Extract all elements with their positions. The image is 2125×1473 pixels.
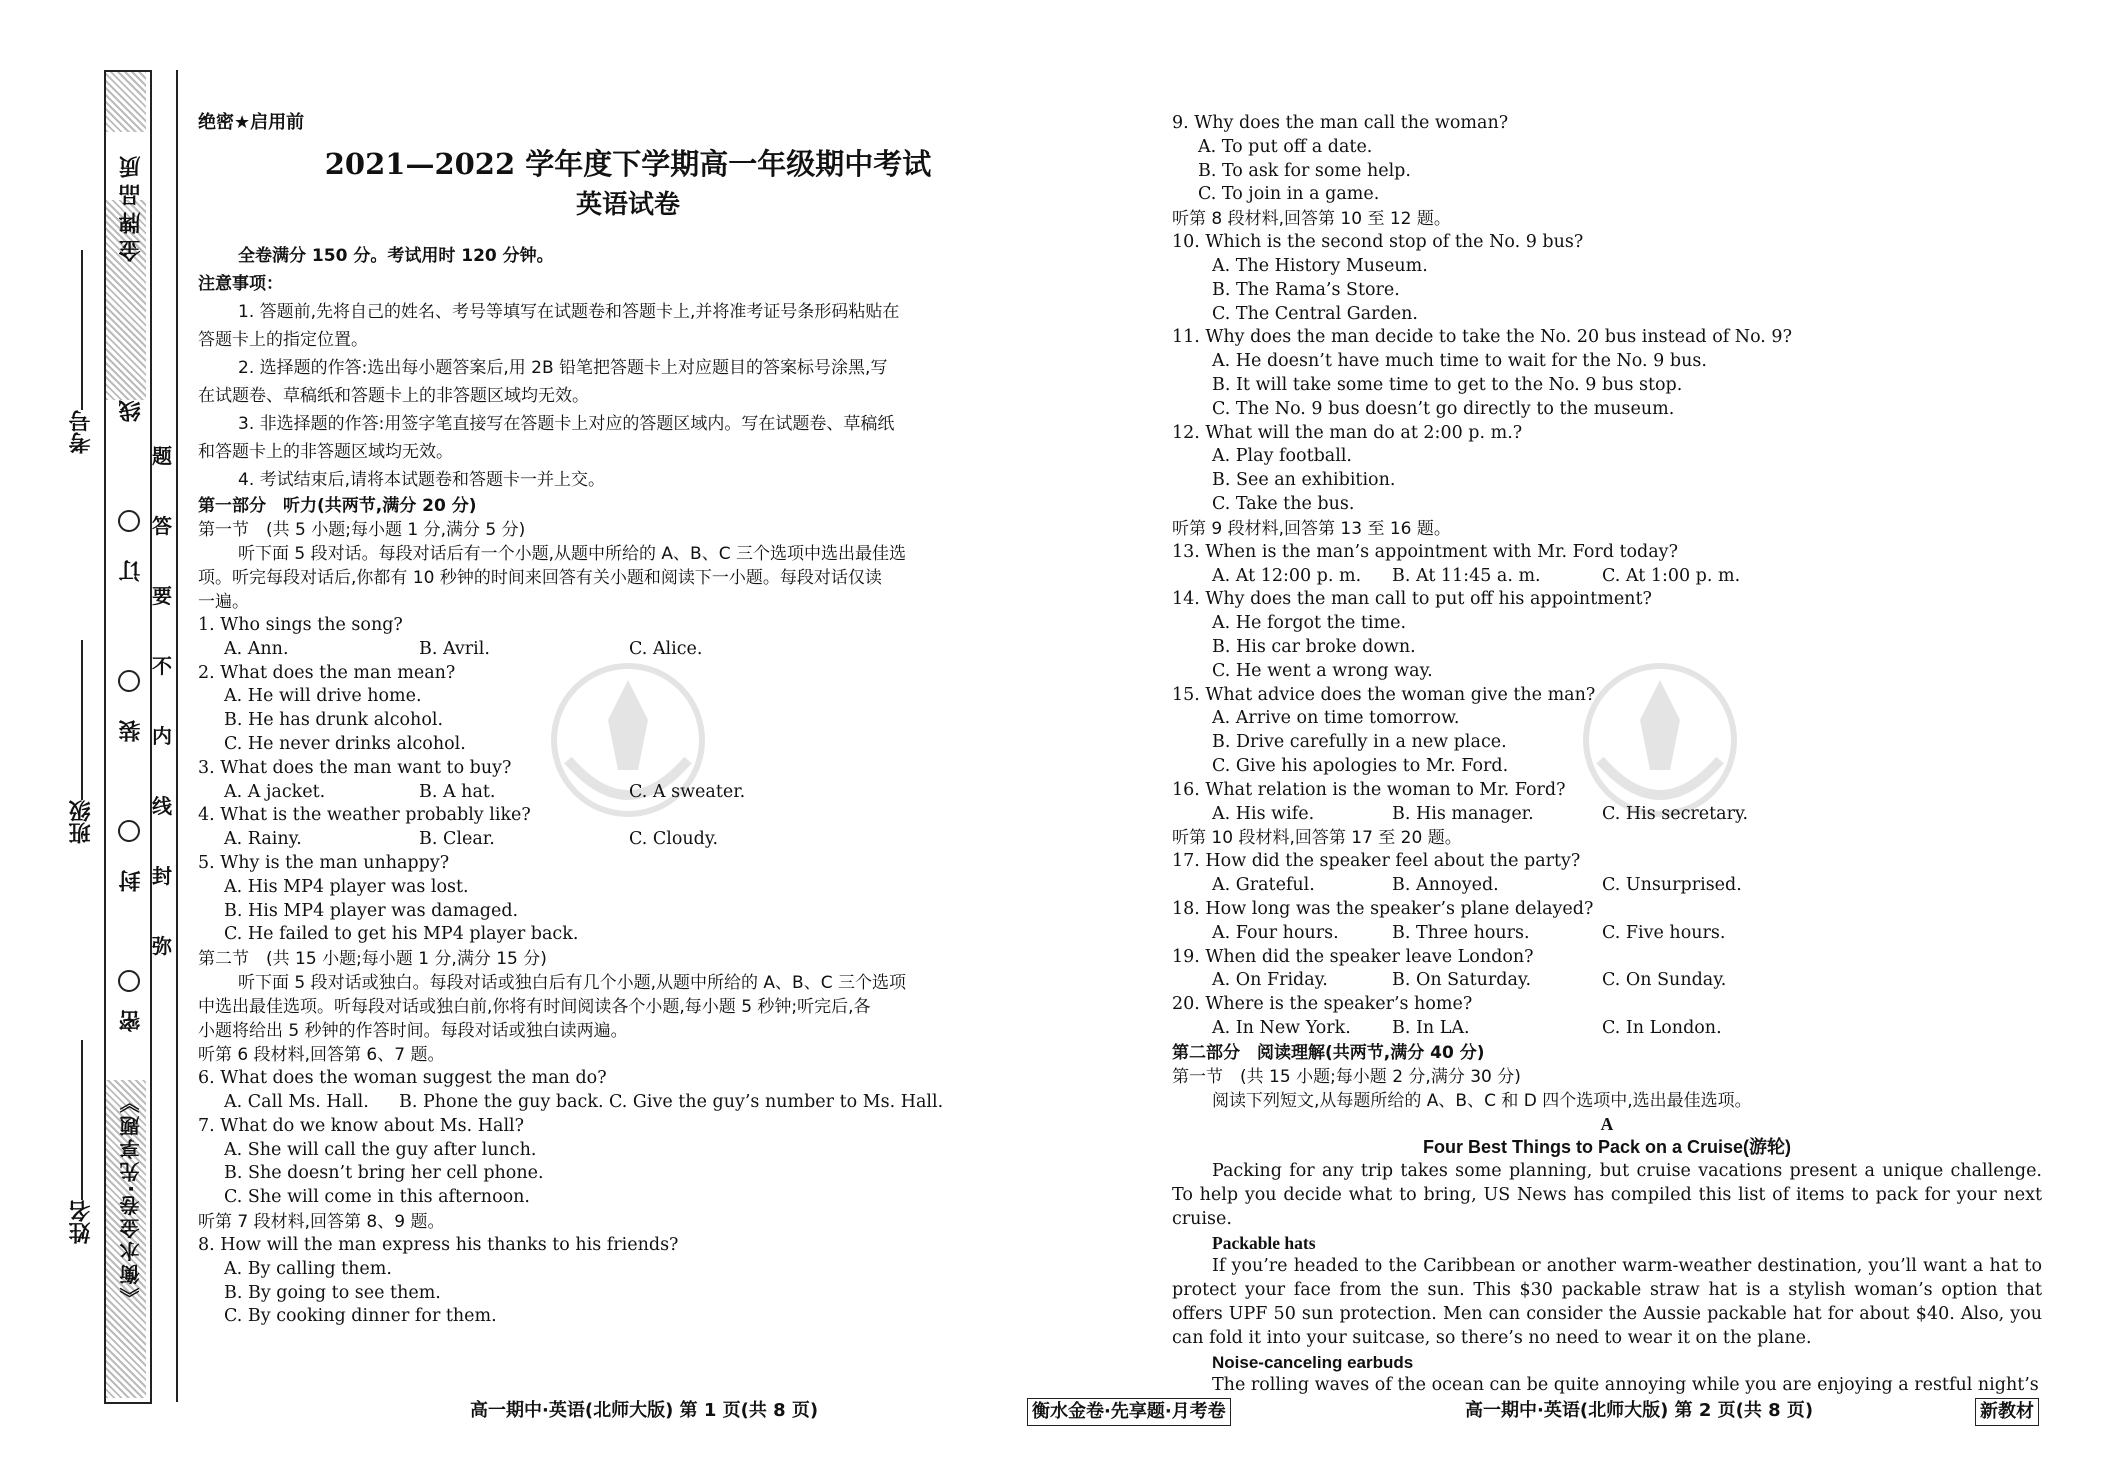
options-row [1172, 1017, 2042, 1041]
note-line: 2. 选择题的作答:选出每小题答案后,用 2B 铅笔把答题卡上对应题目的答案标号涂黑,写 [238, 358, 888, 378]
option: A. His wife. [1212, 803, 1315, 824]
options-row [198, 1091, 1058, 1115]
question: 17. How did the speaker feel about the party? [1172, 851, 1581, 872]
option: C. To join in a game. [1198, 184, 1380, 205]
option: C. On Sunday. [1602, 970, 1727, 991]
notice-char: 封 [152, 864, 172, 888]
option: B. He has drunk alcohol. [224, 710, 444, 731]
option: A. To put off a date. [1198, 136, 1373, 157]
option: B. Three hours. [1392, 922, 1530, 943]
section2-heading: 第二节 (共 15 小题;每小题 1 分,满分 15 分) [198, 949, 547, 970]
exam-no-field [66, 250, 97, 454]
name-label: 姓名 [69, 1200, 94, 1244]
question: 3. What does the man want to buy? [198, 757, 512, 778]
options-row [198, 781, 1058, 805]
instruction-line: 中选出最佳选项。听每段对话或独白前,你将有时间阅读各个小题,每小题 5 秒钟;听完后,各 [198, 997, 871, 1018]
name-field [66, 1040, 97, 1244]
option: B. His manager. [1392, 803, 1534, 824]
option: A. Grateful. [1212, 875, 1315, 896]
option: C. The Central Garden. [1212, 303, 1418, 324]
note-line: 3. 非选择题的作答:用签字笔直接写在答题卡上对应的答题区域内。写在试题卷、草稿纸 [238, 414, 895, 434]
option: A. Rainy. [224, 829, 302, 850]
option: B. Phone the guy back. [399, 1091, 604, 1112]
notice-char: 线 [152, 794, 172, 818]
option: A. The History Museum. [1212, 255, 1428, 276]
option: C. Alice. [629, 638, 703, 659]
option: A. At 12:00 p. m. [1212, 565, 1362, 586]
option: A. His MP4 player was lost. [224, 876, 469, 897]
option: C. His secretary. [1602, 803, 1749, 824]
notice-column [152, 440, 172, 1000]
material-heading: 听第 10 段材料,回答第 17 至 20 题。 [1172, 828, 1462, 849]
options-row [198, 638, 1058, 662]
option: A. By calling them. [224, 1258, 392, 1279]
option: C. He went a wrong way. [1212, 660, 1433, 681]
question: 18. How long was the speaker’s plane delayed? [1172, 898, 1594, 919]
option: B. Annoyed. [1392, 875, 1499, 896]
option: C. In London. [1602, 1017, 1722, 1038]
footer-page-left: 高一期中·英语(北师大版) 第 1 页(共 8 页) [470, 1400, 819, 1421]
question: 11. Why does the man decide to take the No. 20 bus instead of No. 9? [1172, 327, 1792, 348]
option: C. She will come in this afternoon. [224, 1187, 530, 1208]
notice-char: 答 [152, 514, 172, 538]
seal-char-feng: 封 [119, 870, 144, 892]
section1-heading: 第一节 (共 15 小题;每小题 2 分,满分 30 分) [1172, 1066, 1521, 1087]
options-row [1172, 874, 2042, 898]
option: A. Arrive on time tomorrow. [1212, 708, 1460, 729]
seal-char-mi: 密 [119, 1010, 144, 1032]
binding-strip [0, 0, 180, 1473]
option: A. He forgot the time. [1212, 613, 1407, 634]
option: B. Drive carefully in a new place. [1212, 732, 1507, 753]
option: B. On Saturday. [1392, 970, 1532, 991]
option: C. A sweater. [629, 781, 746, 802]
option: C. Give the guy’s number to Ms. Hall. [609, 1091, 944, 1112]
seal-line [116, 400, 147, 422]
passage-paragraph: The rolling waves of the ocean can be quite annoying while you are enjoying a restful night’s [1212, 1375, 2039, 1396]
notes-title: 注意事项： [198, 274, 283, 294]
class-label: 班级 [69, 800, 94, 844]
option: C. Five hours. [1602, 922, 1726, 943]
passage-paragraph: Packing for any trip takes some planning, but cruise vacations present a unique challenge. To help you decide what to bring, US News has compiled this list of items to pack for your next cruise. [1172, 1161, 2042, 1229]
option: C. At 1:00 p. m. [1602, 565, 1741, 586]
section1-heading: 第一节 (共 5 小题;每小题 1 分,满分 5 分) [198, 520, 526, 540]
footer-series: 衡水金卷·先享题·月考卷 [1027, 1398, 1231, 1426]
material-heading: 听第 9 段材料,回答第 13 至 16 题。 [1172, 518, 1451, 539]
notice-char: 不 [152, 654, 172, 678]
secret-mark: 绝密★启用前 [198, 112, 305, 133]
option: A. He will drive home. [224, 686, 422, 707]
seal-char-ding: 订 [119, 560, 144, 582]
option: C. The No. 9 bus doesn’t go directly to the museum. [1212, 398, 1675, 419]
question: 12. What will the man do at 2:00 p. m.? [1172, 422, 1523, 443]
instruction-line: 小题将给出 5 秒钟的作答时间。每段对话或独白读两遍。 [198, 1021, 628, 1042]
seal-circle [118, 970, 140, 992]
option: A. Play football. [1212, 446, 1352, 467]
question: 13. When is the man’s appointment with Mr. Ford today? [1172, 541, 1678, 562]
option: C. Take the bus. [1212, 493, 1355, 514]
seal-circle [118, 670, 140, 692]
option: B. Clear. [419, 829, 495, 850]
option: A. She will call the guy after lunch. [224, 1139, 537, 1160]
question: 19. When did the speaker leave London? [1172, 946, 1534, 967]
option: A. Call Ms. Hall. [224, 1091, 369, 1112]
material-heading: 听第 7 段材料,回答第 8、9 题。 [198, 1211, 445, 1232]
notice-char: 题 [152, 444, 172, 468]
note-line: 4. 考试结束后,请将本试题卷和答题卡一并上交。 [238, 470, 606, 490]
right-page [1172, 112, 2042, 1398]
option: A. On Friday. [1212, 970, 1328, 991]
footer-page-right: 高一期中·英语(北师大版) 第 2 页(共 8 页) [1465, 1400, 1814, 1421]
option: B. Avril. [419, 638, 490, 659]
option: C. Unsurprised. [1602, 875, 1742, 896]
notice-char: 弥 [152, 934, 172, 958]
option: B. She doesn’t bring her cell phone. [224, 1163, 544, 1184]
exam-subtitle: 英语试卷 [575, 190, 680, 220]
exam-title: 2021—2022 学年度下学期高一年级期中考试 [324, 147, 932, 181]
seal-circle [118, 820, 140, 842]
binding-line [176, 70, 178, 1402]
question: 9. Why does the man call the woman? [1172, 113, 1509, 133]
question: 15. What advice does the woman give the man? [1172, 684, 1596, 705]
seal-char-xian: 线 [119, 400, 144, 422]
question: 20. Where is the speaker’s home? [1172, 994, 1473, 1015]
brand-bottom: 《衡水金卷·先享题》 [119, 1090, 143, 1308]
passage-subheading: Noise-canceling earbuds [1212, 1352, 1414, 1372]
option: B. His MP4 player was damaged. [224, 900, 519, 921]
question: 6. What does the woman suggest the man do? [198, 1068, 607, 1089]
option: C. He never drinks alcohol. [224, 733, 466, 754]
question: 1. Who sings the song? [198, 615, 403, 635]
hatch-top [106, 72, 146, 132]
part2-heading: 第二部分 阅读理解(共两节,满分 40 分) [1172, 1042, 1485, 1063]
passage-subheading: Packable hats [1212, 1232, 1316, 1253]
instruction-line: 听下面 5 段对话。每段对话后有一个小题,从题中所给的 A、B、C 三个选项中选出最佳选 [238, 544, 906, 564]
option: B. A hat. [419, 781, 496, 802]
note-line: 答题卡上的指定位置。 [198, 330, 368, 350]
part1-heading: 第一部分 听力(共两节,满分 20 分) [198, 496, 477, 516]
option: B. In LA. [1392, 1017, 1470, 1038]
brand-top: 金牌品质 [119, 150, 144, 262]
option: B. It will take some time to get to the No. 9 bus stop. [1212, 374, 1683, 395]
option: C. Give his apologies to Mr. Ford. [1212, 755, 1509, 776]
passage-title: Four Best Things to Pack on a Cruise(游轮) [1422, 1137, 1792, 1158]
note-line: 在试题卷、草稿纸和答题卡上的非答题区域均无效。 [198, 386, 589, 406]
instruction-line: 一遍。 [198, 592, 249, 612]
note-line: 和答题卡上的非答题区域均无效。 [198, 442, 453, 462]
instruction-line: 阅读下列短文,从每题所给的 A、B、C 和 D 四个选项中,选出最佳选项。 [1212, 1090, 1752, 1111]
question: 7. What do we know about Ms. Hall? [198, 1115, 525, 1136]
question: 5. Why is the man unhappy? [198, 852, 450, 873]
option: B. His car broke down. [1212, 636, 1416, 657]
question: 2. What does the man mean? [198, 662, 456, 683]
seal-circle [118, 510, 140, 532]
option: A. Ann. [224, 638, 289, 659]
option: A. Four hours. [1212, 922, 1339, 943]
material-heading: 听第 6 段材料,回答第 6、7 题。 [198, 1045, 445, 1066]
option: C. Cloudy. [629, 829, 719, 850]
option: C. By cooking dinner for them. [224, 1306, 497, 1327]
options-row [1172, 969, 2042, 993]
option: B. The Rama’s Store. [1212, 279, 1400, 300]
option: A. In New York. [1212, 1017, 1351, 1038]
option: B. To ask for some help. [1198, 160, 1411, 181]
passage-letter: A [1600, 1113, 1614, 1134]
exam-no-label: 考号 [69, 410, 94, 454]
class-field [66, 640, 97, 844]
option: B. At 11:45 a. m. [1392, 565, 1541, 586]
instruction-line: 听下面 5 段对话或独白。每段对话或独白后有几个小题,从题中所给的 A、B、C 三个选项 [238, 973, 906, 994]
notice-char: 要 [152, 584, 172, 608]
question: 10. Which is the second stop of the No. 9 bus? [1172, 232, 1584, 253]
option: B. See an exhibition. [1212, 470, 1396, 491]
seal-char-zhuang: 装 [119, 720, 144, 742]
notice-char: 内 [152, 724, 172, 748]
question: 14. Why does the man call to put off his appointment? [1172, 589, 1652, 610]
options-row [1172, 565, 2042, 589]
options-row [1172, 922, 2042, 946]
option: C. He failed to get his MP4 player back. [224, 924, 579, 945]
footer-badge: 新教材 [1975, 1398, 2039, 1426]
passage-paragraph: If you’re headed to the Caribbean or another warm-weather destination, you’ll want a hat to protect your face from the sun. This $30 packable straw hat is a stylish woman’s option that offers UPF 50 sun protection. Men can consider the Aussie packable hat for about $40. Also, you can fold it into your suitcase, so there’s no need to wear it on the plane. [1172, 1256, 2042, 1348]
options-row [198, 828, 1058, 852]
option: A. He doesn’t have much time to wait for the No. 9 bus. [1212, 351, 1707, 372]
option: A. A jacket. [224, 781, 326, 802]
question: 16. What relation is the woman to Mr. Ford? [1172, 779, 1566, 800]
total-score: 全卷满分 150 分。考试用时 120 分钟。 [238, 246, 554, 266]
note-line: 1. 答题前,先将自己的姓名、考号等填写在试题卷和答题卡上,并将准考证号条形码粘贴在 [238, 302, 900, 322]
question: 4. What is the weather probably like? [198, 805, 531, 826]
option: B. By going to see them. [224, 1282, 441, 1303]
options-row [1172, 803, 2042, 827]
question: 8. How will the man express his thanks to his friends? [198, 1234, 679, 1255]
left-page [198, 110, 1058, 1329]
instruction-line: 项。听完每段对话后,你都有 10 秒钟的时间来回答有关小题和阅读下一小题。每段对话仅读 [198, 568, 882, 588]
material-heading: 听第 8 段材料,回答第 10 至 12 题。 [1172, 209, 1451, 230]
